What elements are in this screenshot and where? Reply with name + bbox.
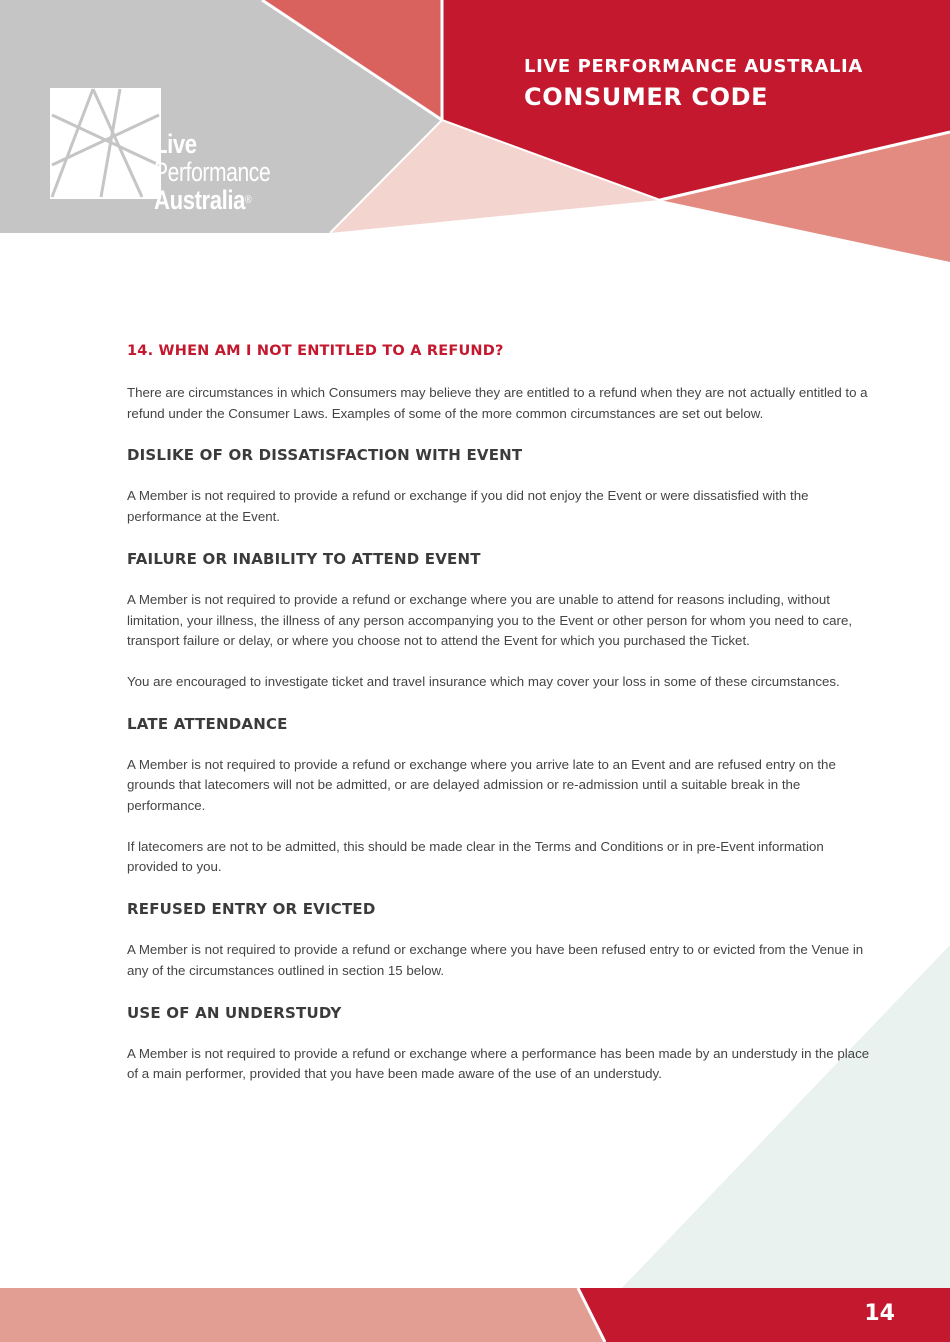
subsection-paragraph: A Member is not required to provide a refund or exchange where you have been refused entry to or evicted from the Venue in any of the circumstances outlined in section 15 below. bbox=[127, 942, 864, 978]
document-org: LIVE PERFORMANCE AUSTRALIA bbox=[524, 56, 863, 77]
document-title: CONSUMER CODE bbox=[524, 83, 769, 111]
subsection-paragraph: If latecomers are not to be admitted, this should be made clear in the Terms and Conditions or in pre-Event information provided to you. bbox=[127, 838, 824, 875]
subsection-heading: LATE ATTENDANCE bbox=[127, 714, 288, 733]
subsection-heading: REFUSED ENTRY OR EVICTED bbox=[127, 900, 376, 919]
logo-line-australia-text: Australia bbox=[154, 185, 246, 215]
page-number: 14 bbox=[864, 1301, 895, 1326]
logo-line-performance: Performance bbox=[154, 157, 271, 187]
section-title: 14. WHEN AM I NOT ENTITLED TO A REFUND? bbox=[127, 343, 504, 359]
subsection-paragraph: A Member is not required to provide a refund or exchange where you arrive late to an Event and are refused entry on the grounds that latecomers will not be admitted, or are delayed admission or re-admission until a suitable break in the performance. bbox=[127, 756, 836, 814]
document-title-block bbox=[524, 54, 863, 114]
subsection-heading: DISLIKE OF OR DISSATISFACTION WITH EVENT bbox=[127, 446, 523, 465]
subsection-paragraph: A Member is not required to provide a refund or exchange where you are unable to attend for reasons including, without limitation, your illness, the illness of any person accompanying you to the Event or other person for whom you need to care, transport failure or delay, or where you choose not to attend the Event for which you purchased the Ticket. bbox=[127, 591, 853, 649]
subsection-paragraph: A Member is not required to provide a refund or exchange if you did not enjoy the Event or were dissatisfied with the performance at the Event. bbox=[127, 488, 809, 525]
logo-wordmark bbox=[154, 130, 303, 214]
main-content bbox=[127, 338, 872, 1085]
section-intro: There are circumstances in which Consumers may believe they are entitled to a refund when they are not actually entitled to a refund under the Consumer Laws. Examples of some of the more common circumstances are set out below. bbox=[127, 385, 868, 421]
subsection-heading: USE OF AN UNDERSTUDY bbox=[127, 1003, 342, 1022]
registered-mark: ® bbox=[245, 194, 252, 206]
subsection-heading: FAILURE OR INABILITY TO ATTEND EVENT bbox=[127, 549, 481, 568]
subsection-paragraph: You are encouraged to investigate ticket and travel insurance which may cover your loss in some of these circumstances. bbox=[127, 673, 840, 689]
logo-line-australia bbox=[154, 186, 276, 214]
subsection-paragraph: A Member is not required to provide a refund or exchange where a performance has been made by an understudy in the place of a main performer, provided that you have been made aware of the use of an understudy. bbox=[127, 1045, 870, 1082]
logo-line-live: Live bbox=[154, 129, 197, 159]
